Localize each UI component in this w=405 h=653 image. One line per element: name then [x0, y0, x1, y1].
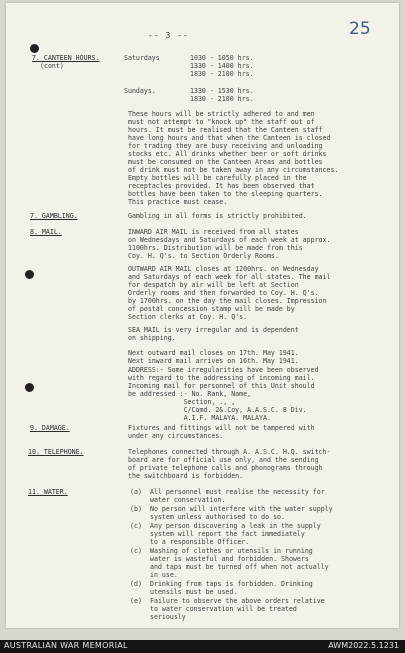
mail-outward-line: by 1700hrs. on the day the mail closes. Impression — [128, 297, 327, 305]
water-item-label: (c) — [130, 547, 142, 555]
water-item-line: system will report the fact immediately — [150, 530, 305, 538]
binder-hole-bottom — [25, 383, 34, 392]
telephone-heading: 10. TELEPHONE. — [28, 448, 84, 456]
telephone-body-line: Telephones connected through A. A.S.C. H.Q. switch- — [128, 448, 331, 456]
mail-inward-line: INWARD AIR MAIL is received from all states — [128, 228, 299, 236]
footer-source: AUSTRALIAN WAR MEMORIAL — [4, 641, 128, 650]
water-item-label: (d) — [130, 580, 142, 588]
mail-next-line: C/Comd. 2&.Coy, A.A.S.C. 8 Div. — [128, 406, 307, 414]
water-item-label: (b) — [130, 505, 142, 513]
water-item-line: water conservation. — [150, 496, 226, 504]
water-item-line: Failure to observe the above orders relative — [150, 597, 325, 605]
damage-heading: 9. DAMAGE. — [30, 424, 70, 432]
mail-next-line: Section, ., , — [128, 398, 236, 406]
water-item-line: Any person discovering a leak in the supply — [150, 522, 321, 530]
water-item-line: seriously — [150, 613, 186, 621]
canteen-body-line: Empty bottles will be carefully placed in the — [128, 174, 307, 182]
canteen-body-line: must be consumed on the Canteen Areas and bottles — [128, 158, 323, 166]
canteen-body-line: hours. It must be realised that the Canteen staff — [128, 126, 323, 134]
telephone-body-line: of private telephone calls and phonograms through — [128, 464, 323, 472]
mail-next-line: Next inward mail arrives on 16th. May 1941. — [128, 357, 299, 365]
canteen-body-line: must not attempt to "knock up" the staff out of — [128, 118, 315, 126]
saturdays-time: 1330 - 1400 hrs. — [190, 62, 254, 70]
telephone-body-line: board are for official use only, and the sending — [128, 456, 319, 464]
gambling-body: Gambling in all forms is strictly prohibited. — [128, 212, 307, 220]
mail-next-line: Next outward mail closes on 17th. May 1941. — [128, 349, 299, 357]
footer-bar — [0, 640, 405, 653]
canteen-body-line: for trading they are busy receiving and unloading — [128, 142, 323, 150]
page-number: -- 3 -- — [148, 31, 189, 40]
water-heading: 11. WATER. — [28, 488, 68, 496]
water-item-label: (a) — [130, 488, 142, 496]
canteen-body-line: have long hours and that when the Canteen is closed — [128, 134, 331, 142]
mail-inward-line: 1100hrs. Distribution will be made from this — [128, 244, 303, 252]
water-item-line: utensils must be used. — [150, 588, 238, 596]
mail-next-line: ADDRESS:- Some irregularities have been observed — [128, 366, 319, 374]
mail-heading: 8. MAIL. — [30, 228, 62, 236]
mail-next-line: be addressed :- No. Rank, Name, — [128, 390, 252, 398]
mail-sea-line: SEA MAIL is very irregular and is dependent — [128, 326, 299, 334]
mail-outward-line: Section clerks at Coy. H. Q's. — [128, 313, 248, 321]
binder-hole-top — [30, 44, 39, 53]
water-item-line: All personnel must realise the necessity for — [150, 488, 325, 496]
saturdays-time: 1830 - 2100 hrs. — [190, 70, 254, 78]
mail-outward-line: and Saturdays of each week for all states. The mail — [128, 273, 331, 281]
telephone-body-line: the switchboard is forbidden. — [128, 472, 244, 480]
mail-next-line: A.I.F. MALAYA. MALAYA. — [128, 414, 271, 422]
footer-reference: AWM2022.5.1231 — [328, 641, 399, 650]
mail-outward-line: of postal concession stamp will be made by — [128, 305, 295, 313]
water-item-label: (c) — [130, 522, 142, 530]
damage-body-line: under any circumstances. — [128, 432, 224, 440]
sundays-label: Sundays. — [124, 87, 156, 95]
saturdays-label: Saturdays — [124, 54, 160, 62]
gambling-heading: 7. GAMBLING. — [30, 212, 78, 220]
damage-body-line: Fixtures and fittings will not be tampered with — [128, 424, 315, 432]
mail-outward-line: for despatch by air will be left at Section — [128, 281, 299, 289]
water-item-line: Drinking from taps is forbidden. Drinking — [150, 580, 313, 588]
saturdays-time: 1030 - 1050 hrs. — [190, 54, 254, 62]
canteen-heading: 7. CANTEEN HOURS. — [32, 54, 100, 62]
mail-outward-line: Orderly rooms and then forwarded to Coy. H. Q's. — [128, 289, 319, 297]
canteen-body-line: These hours will be strictly adhered to and men — [128, 110, 315, 118]
handwritten-page-number: 25 — [349, 19, 371, 39]
water-item-line: water is wasteful and forbidden. Showers — [150, 555, 309, 563]
canteen-body-line: receptacles provided. It has been observed that — [128, 182, 315, 190]
water-item-line: in use. — [150, 571, 178, 579]
mail-sea-line: on shipping. — [128, 334, 176, 342]
sundays-time: 1830 - 2100 hrs. — [190, 95, 254, 103]
water-item-line: system unless authorised to do so. — [150, 513, 285, 521]
water-item-line: and taps must be turned off when not actually — [150, 563, 329, 571]
water-item-line: to a responsible Officer. — [150, 538, 250, 546]
canteen-cont: (cont) — [40, 62, 64, 70]
canteen-body-line: This practice must cease. — [128, 198, 228, 206]
water-item-line: Washing of clothes or utensils in running — [150, 547, 313, 555]
binder-hole-middle — [25, 270, 34, 279]
mail-next-line: Incoming mail for personnel of this Unit should — [128, 382, 315, 390]
water-item-line: to water conservation will be treated — [150, 605, 297, 613]
sundays-time: 1330 - 1530 hrs. — [190, 87, 254, 95]
mail-next-line: with regard to the addressing of incoming mail. — [128, 374, 315, 382]
canteen-body-line: of drink must not be taken away in any circumstances. — [128, 166, 339, 174]
mail-inward-line: on Wednesdays and Saturdays of each week at approx. — [128, 236, 331, 244]
canteen-body-line: bottles have been taken to the sleeping quarters. — [128, 190, 323, 198]
mail-outward-line: OUTWARD AIR MAIL closes at 1200hrs. on Wednesday — [128, 265, 319, 273]
water-item-label: (e) — [130, 597, 142, 605]
mail-inward-line: Coy. H. Q's. to Section Orderly Rooms. — [128, 252, 279, 260]
canteen-body-line: stocks etc. All drinks whether beer or soft drinks — [128, 150, 327, 158]
water-item-line: No person will interfere with the water supply — [150, 505, 333, 513]
